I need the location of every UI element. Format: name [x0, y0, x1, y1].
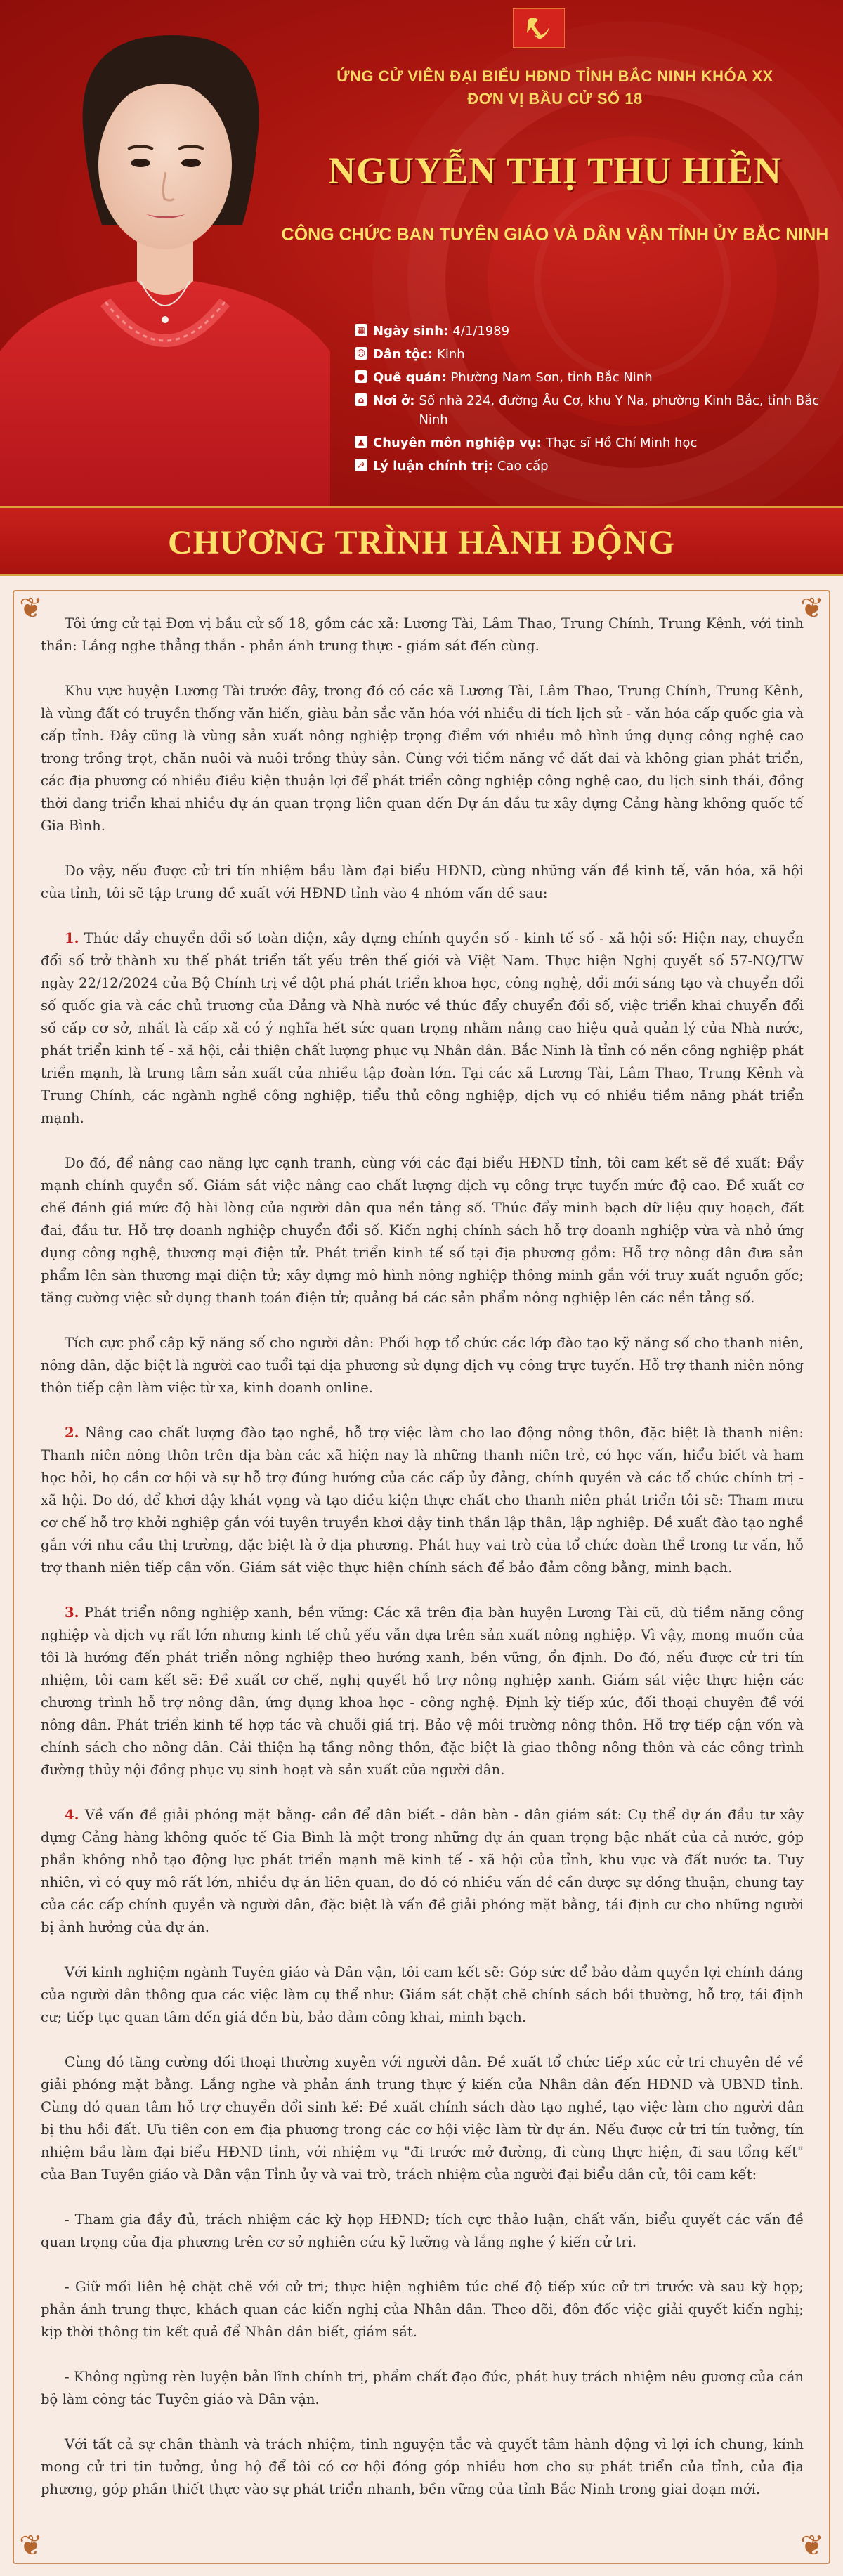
paragraph-text: - Giữ mối liên hệ chặt chẽ với cử tri; thực hiện nghiêm túc chế độ tiếp xúc cử tri trước và sau kỳ họp; phản ánh trung thực, khách quan các kiến nghị của Nhân dân. Theo dõi, đôn đốc việc giải quyết kiến nghị; kịp thời thông tin kết quả để Nhân dân biết, giám sát.	[41, 2279, 804, 2340]
paragraph-text: - Tham gia đầy đủ, trách nhiệm các kỳ họp HĐND; tích cực thảo luận, chất vấn, biểu quyết các vấn đề quan trọng của địa phương trên cơ sở nghiên cứu kỹ lưỡng và lắng nghe ý kiến cử tri.	[41, 2211, 804, 2250]
info-label: Nơi ở:	[373, 393, 415, 408]
paragraph-text: Về vấn đề giải phóng mặt bằng- cần để dân biết - dân bàn - dân giám sát: Cụ thể dự án đầu tư xây dựng Cảng hàng không quốc tế Gia Bình là một trong những dự án quan trọng bậc nhất của cả nước, góp phần không nhỏ tạo động lực phát triển mạnh mẽ kinh tế - xã hội của tỉnh, khu vực và đất nước ta. Tuy nhiên, vì có quy mô rất lớn, nhiều dự án liên quan, do đó có nhiều vấn đề cần được sự đồng thuận, chung tay của các cấp chính quyền và người dân, đặc biệt là vấn đề giải phóng mặt bằng, tái định cư cho những người bị ảnh hưởng của dự án.	[41, 1807, 804, 1935]
candidate-portrait	[0, 0, 330, 506]
paragraph-text: Với kinh nghiệm ngành Tuyên giáo và Dân vận, tôi cam kết sẽ: Góp sức để bảo đảm quyền lợi chính đáng của người dân thông qua các việc làm cụ thể như: Giám sát chặt chẽ chính sách bồi thường, hỗ trợ, tái định cư; tiếp tục quan tâm đến giá đền bù, bảo đảm công khai, minh bạch.	[41, 1964, 804, 2025]
paragraph	[41, 1804, 804, 1939]
candidate-position: CÔNG CHỨC BAN TUYÊN GIÁO VÀ DÂN VẬN TỈNH ỦY BẮC NINH	[281, 225, 829, 244]
candidate-info	[355, 322, 832, 480]
paragraph-text: - Không ngừng rèn luyện bản lĩnh chính trị, phẩm chất đạo đức, phát huy trách nhiệm nêu gương của cán bộ làm công tác Tuyên giáo và Dân vận.	[41, 2369, 804, 2407]
calendar-icon: ▦	[355, 324, 367, 336]
paragraph	[41, 2051, 804, 2186]
paragraph-text: Nâng cao chất lượng đào tạo nghề, hỗ trợ việc làm cho lao động nông thôn, đặc biệt là thanh niên: Thanh niên nông thôn trên địa bàn các xã hiện nay là những thanh niên trẻ, có học vấn, hiểu biết và ham học hỏi, họ cần cơ hội và sự hỗ trợ đúng hướng của các cấp ủy đảng, chính quyền và các tổ chức chính trị - xã hội. Do đó, để khơi dậy khát vọng và tạo điều kiện thực chất cho thanh niên phát triển tôi sẽ: Tham mưu cơ chế hỗ trợ khởi nghiệp gắn với tuyên truyền khơi dậy tinh thần lập thân, lập nghiệp. Đề xuất đào tạo nghề gắn với nhu cầu thị trường, đặc biệt là ở địa phương. Phát huy vai trò của tổ chức đoàn thể trong tư vấn, hỗ trợ thanh niên tiếp cận vốn. Giám sát việc thực hiện chính sách để bảo đảm công bằng, minh bạch.	[41, 1425, 804, 1576]
paragraph	[41, 1422, 804, 1579]
paragraph-text: Cùng đó tăng cường đối thoại thường xuyên với người dân. Đề xuất tổ chức tiếp xúc cử tri chuyên đề về giải phóng mặt bằng. Lắng nghe và phản ánh trung thực ý kiến của Nhân dân đến HĐND và UBND tỉnh. Cùng đó quan tâm hỗ trợ chuyển đổi sinh kế: Đề xuất chính sách đào tạo nghề, tạo việc làm cho người dân bị thu hồi đất. Ưu tiên con em địa phương trong các cơ hội việc làm từ dự án. Nếu được cử tri tín tưởng, tín nhiệm bầu làm đại biểu HĐND tỉnh, với nhiệm vụ "đi trước mở đường, đi cùng thực hiện, đi sau tổng kết" của Ban Tuyên giáo và Dân vận Tỉnh ủy và vai trò, trách nhiệm của người đại biểu dân cử, tôi cam kết:	[41, 2054, 804, 2183]
graduation-cap-icon: ▲	[355, 436, 367, 448]
action-program-text	[41, 613, 804, 2523]
corner-ornament-icon: ❦	[800, 2530, 824, 2562]
info-value: Kinh	[437, 347, 465, 362]
candidate-header	[0, 0, 843, 506]
item-number: 4.	[65, 1807, 79, 1823]
corner-ornament-icon: ❦	[800, 592, 824, 625]
paragraph-text: Khu vực huyện Lương Tài trước đây, trong đó có các xã Lương Tài, Lâm Thao, Trung Chính, Trung Kênh, là vùng đất có truyền thống văn hiến, giàu bản sắc văn hóa với nhiều di tích lịch sử - văn hóa cấp quốc gia và cấp tỉnh. Đây cũng là vùng sản xuất nông nghiệp trọng điểm với nhiều mô hình ứng dụng công nghệ cao trong trồng trọt, chăn nuôi và nuôi trồng thủy sản. Cùng với tiềm năng về đất đai và không gian phát triển, các địa phương có nhiều điều kiện thuận lợi để phát triển công nghiệp công nghệ cao, du lịch sinh thái, đồng thời đang triển khai nhiều dự án quan trọng liên quan đến Dự án đầu tư xây dựng Cảng hàng không quốc tế Gia Bình.	[41, 683, 804, 834]
info-value: 4/1/1989	[452, 324, 510, 339]
paragraph-text: Với tất cả sự chân thành và trách nhiệm, tinh nguyện tắc và quyết tâm hành động vì lợi ích chung, kính mong cử tri tin tưởng, ủng hộ để tôi có cơ hội đóng góp nhiều hơn cho sự phát triển của tỉnh, của địa phương, góp phần thiết thực vào sự phát triển nhanh, bền vững của tỉnh Bắc Ninh trong giai đoạn mới.	[41, 2436, 804, 2497]
paragraph-text: Tích cực phổ cập kỹ năng số cho người dân: Phối hợp tổ chức các lớp đào tạo kỹ năng số cho thanh niên, nông dân, đặc biệt là người cao tuổi tại địa phương sử dụng dịch vụ công trực tuyến. Hỗ trợ thanh niên nông thôn tiếp cận làm việc từ xa, kinh doanh online.	[41, 1335, 804, 1396]
info-value: Số nhà 224, đường Âu Cơ, khu Y Na, phường Kinh Bắc, tỉnh Bắc Ninh	[419, 393, 820, 427]
section-ribbon	[0, 506, 843, 576]
party-flag-icon	[513, 8, 565, 48]
info-label: Ngày sinh:	[373, 324, 449, 339]
info-row-specialty	[355, 433, 832, 452]
info-row-residence	[355, 391, 832, 429]
paragraph	[41, 2276, 804, 2343]
item-number: 3.	[65, 1604, 79, 1621]
paragraph	[41, 2209, 804, 2254]
home-icon: ⌂	[355, 393, 367, 406]
corner-ornament-icon: ❦	[19, 592, 43, 625]
hammer-sickle-icon: ☭	[355, 459, 367, 471]
paragraph	[41, 1602, 804, 1781]
location-pin-icon: ●	[355, 370, 367, 383]
candidate-name: NGUYỄN THỊ THU HIỀN	[328, 150, 782, 192]
info-row-birthdate	[355, 322, 832, 341]
paragraph	[41, 1961, 804, 2029]
paragraph-text: Do đó, để nâng cao năng lực cạnh tranh, cùng với các đại biểu HĐND tỉnh, tôi cam kết sẽ đề xuất: Đẩy mạnh chính quyền số. Giám sát việc nâng cao chất lượng dịch vụ công trực tuyến mức độ cao. Đề xuất cơ chế đánh giá mức độ hài lòng của người dân qua nền tảng số. Thúc đẩy minh bạch dữ liệu quy hoạch, đất đai, đầu tư. Hỗ trợ doanh nghiệp chuyển đổi số. Kiến nghị chính sách hỗ trợ doanh nghiệp vừa và nhỏ ứng dụng công nghệ, thương mại điện tử. Phát triển kinh tế số tại địa phương gồm: Hỗ trợ nông dân đưa sản phẩm lên sàn thương mại điện tử; xây dựng mô hình nông nghiệp thông minh gắn với truy xuất nguồn gốc; tăng cường việc sử dụng thanh toán điện tử; quảng bá các sản phẩm nông nghiệp lên các nền tảng số.	[41, 1155, 804, 1306]
paragraph-text: Do vậy, nếu được cử tri tín nhiệm bầu làm đại biểu HĐND, cùng những vấn đề kinh tế, văn hóa, xã hội của tỉnh, tôi sẽ tập trung đề xuất với HĐND tỉnh vào 4 nhóm vấn đề sau:	[41, 863, 804, 901]
info-value: Phường Nam Sơn, tỉnh Bắc Ninh	[450, 370, 653, 385]
item-number: 2.	[65, 1425, 79, 1441]
info-label: Dân tộc:	[373, 347, 433, 362]
info-label: Lý luận chính trị:	[373, 459, 493, 473]
paragraph	[41, 1152, 804, 1309]
info-value: Thạc sĩ Hồ Chí Minh học	[545, 436, 698, 450]
paragraph	[41, 2366, 804, 2411]
info-row-hometown	[355, 368, 832, 387]
paragraph	[41, 927, 804, 1130]
candidate-role-line-2: ĐƠN VỊ BẦU CỬ SỐ 18	[467, 90, 643, 107]
info-row-ethnicity	[355, 345, 832, 364]
paragraph	[41, 860, 804, 905]
info-row-political-theory	[355, 457, 832, 476]
paragraph	[41, 680, 804, 837]
info-value: Cao cấp	[497, 459, 549, 473]
paragraph-text: Tôi ứng cử tại Đơn vị bầu cử số 18, gồm các xã: Lương Tài, Lâm Thao, Trung Chính, Trung Kênh, với tinh thần: Lắng nghe thẳng thắn - phản ánh trung thực - giám sát đến cùng.	[41, 615, 804, 654]
section-title: CHƯƠNG TRÌNH HÀNH ĐỘNG	[167, 524, 676, 561]
item-number: 1.	[65, 930, 79, 946]
paragraph-text: Phát triển nông nghiệp xanh, bền vững: Các xã trên địa bàn huyện Lương Tài cũ, dù tiềm năng công nghiệp và dịch vụ rất lớn nhưng kinh tế chủ yếu vẫn dựa trên sản xuất nông nghiệp. Vì vậy, mong muốn của tôi là hướng đến phát triển nông nghiệp theo hướng xanh, bền vững, ổn định. Do đó, nếu được cử tri tín nhiệm, tôi cam kết sẽ: Đề xuất cơ chế, nghị quyết hỗ trợ nông nghiệp xanh. Giám sát việc thực hiện các chương trình hỗ trợ nông dân, ứng dụng khoa học - công nghệ. Định kỳ tiếp xúc, đối thoại chuyên đề với nông dân. Phát triển kinh tế hợp tác và chuỗi giá trị. Bảo vệ môi trường nông thôn. Hỗ trợ tiếp cận vốn và chính sách cho nông dân. Cải thiện hạ tầng nông thôn, đặc biệt là giao thông nông thôn và các công trình đường thủy nội đồng phục vụ sinh hoạt và sản xuất của người dân.	[41, 1604, 804, 1778]
paragraph	[41, 1332, 804, 1399]
info-label: Chuyên môn nghiệp vụ:	[373, 436, 542, 450]
paragraph	[41, 2433, 804, 2501]
candidate-role-line-1: ỨNG CỬ VIÊN ĐẠI BIỂU HĐND TỈNH BẮC NINH KHÓA XX	[336, 67, 773, 85]
info-label: Quê quán:	[373, 370, 447, 385]
people-icon: ☺	[355, 347, 367, 360]
corner-ornament-icon: ❦	[19, 2530, 43, 2562]
paragraph-text: Thúc đẩy chuyển đổi số toàn diện, xây dựng chính quyền số - kinh tế số - xã hội số: Hiện nay, chuyển đổi số trở thành xu thế phát triển tất yếu trên thế giới và Việt Nam. Thực hiện Nghị quyết số 57-NQ/TW ngày 22/12/2024 của Bộ Chính trị về đột phá phát triển khoa học, công nghệ, đổi mới sáng tạo và chuyển đổi số quốc gia và các chủ trương của Đảng và Nhà nước về thúc đẩy chuyển đổi số, việc triển khai chuyển đổi số cấp cơ sở, nhất là cấp xã có ý nghĩa hết sức quan trọng nhằm nâng cao hiệu quả quản lý của Nhà nước, phát triển kinh tế - xã hội, cải thiện chất lượng phục vụ Nhân dân. Bắc Ninh là tỉnh có nền công nghiệp phát triển mạnh, là trung tâm sản xuất của nhiều tập đoàn lớn. Tại các xã Lương Tài, Lâm Thao, Trung Kênh và Trung Chính, các ngành nghề công nghiệp, tiểu thủ công nghiệp, dịch vụ có nhiều tiềm năng phát triển mạnh.	[41, 930, 804, 1126]
paragraph	[41, 613, 804, 658]
